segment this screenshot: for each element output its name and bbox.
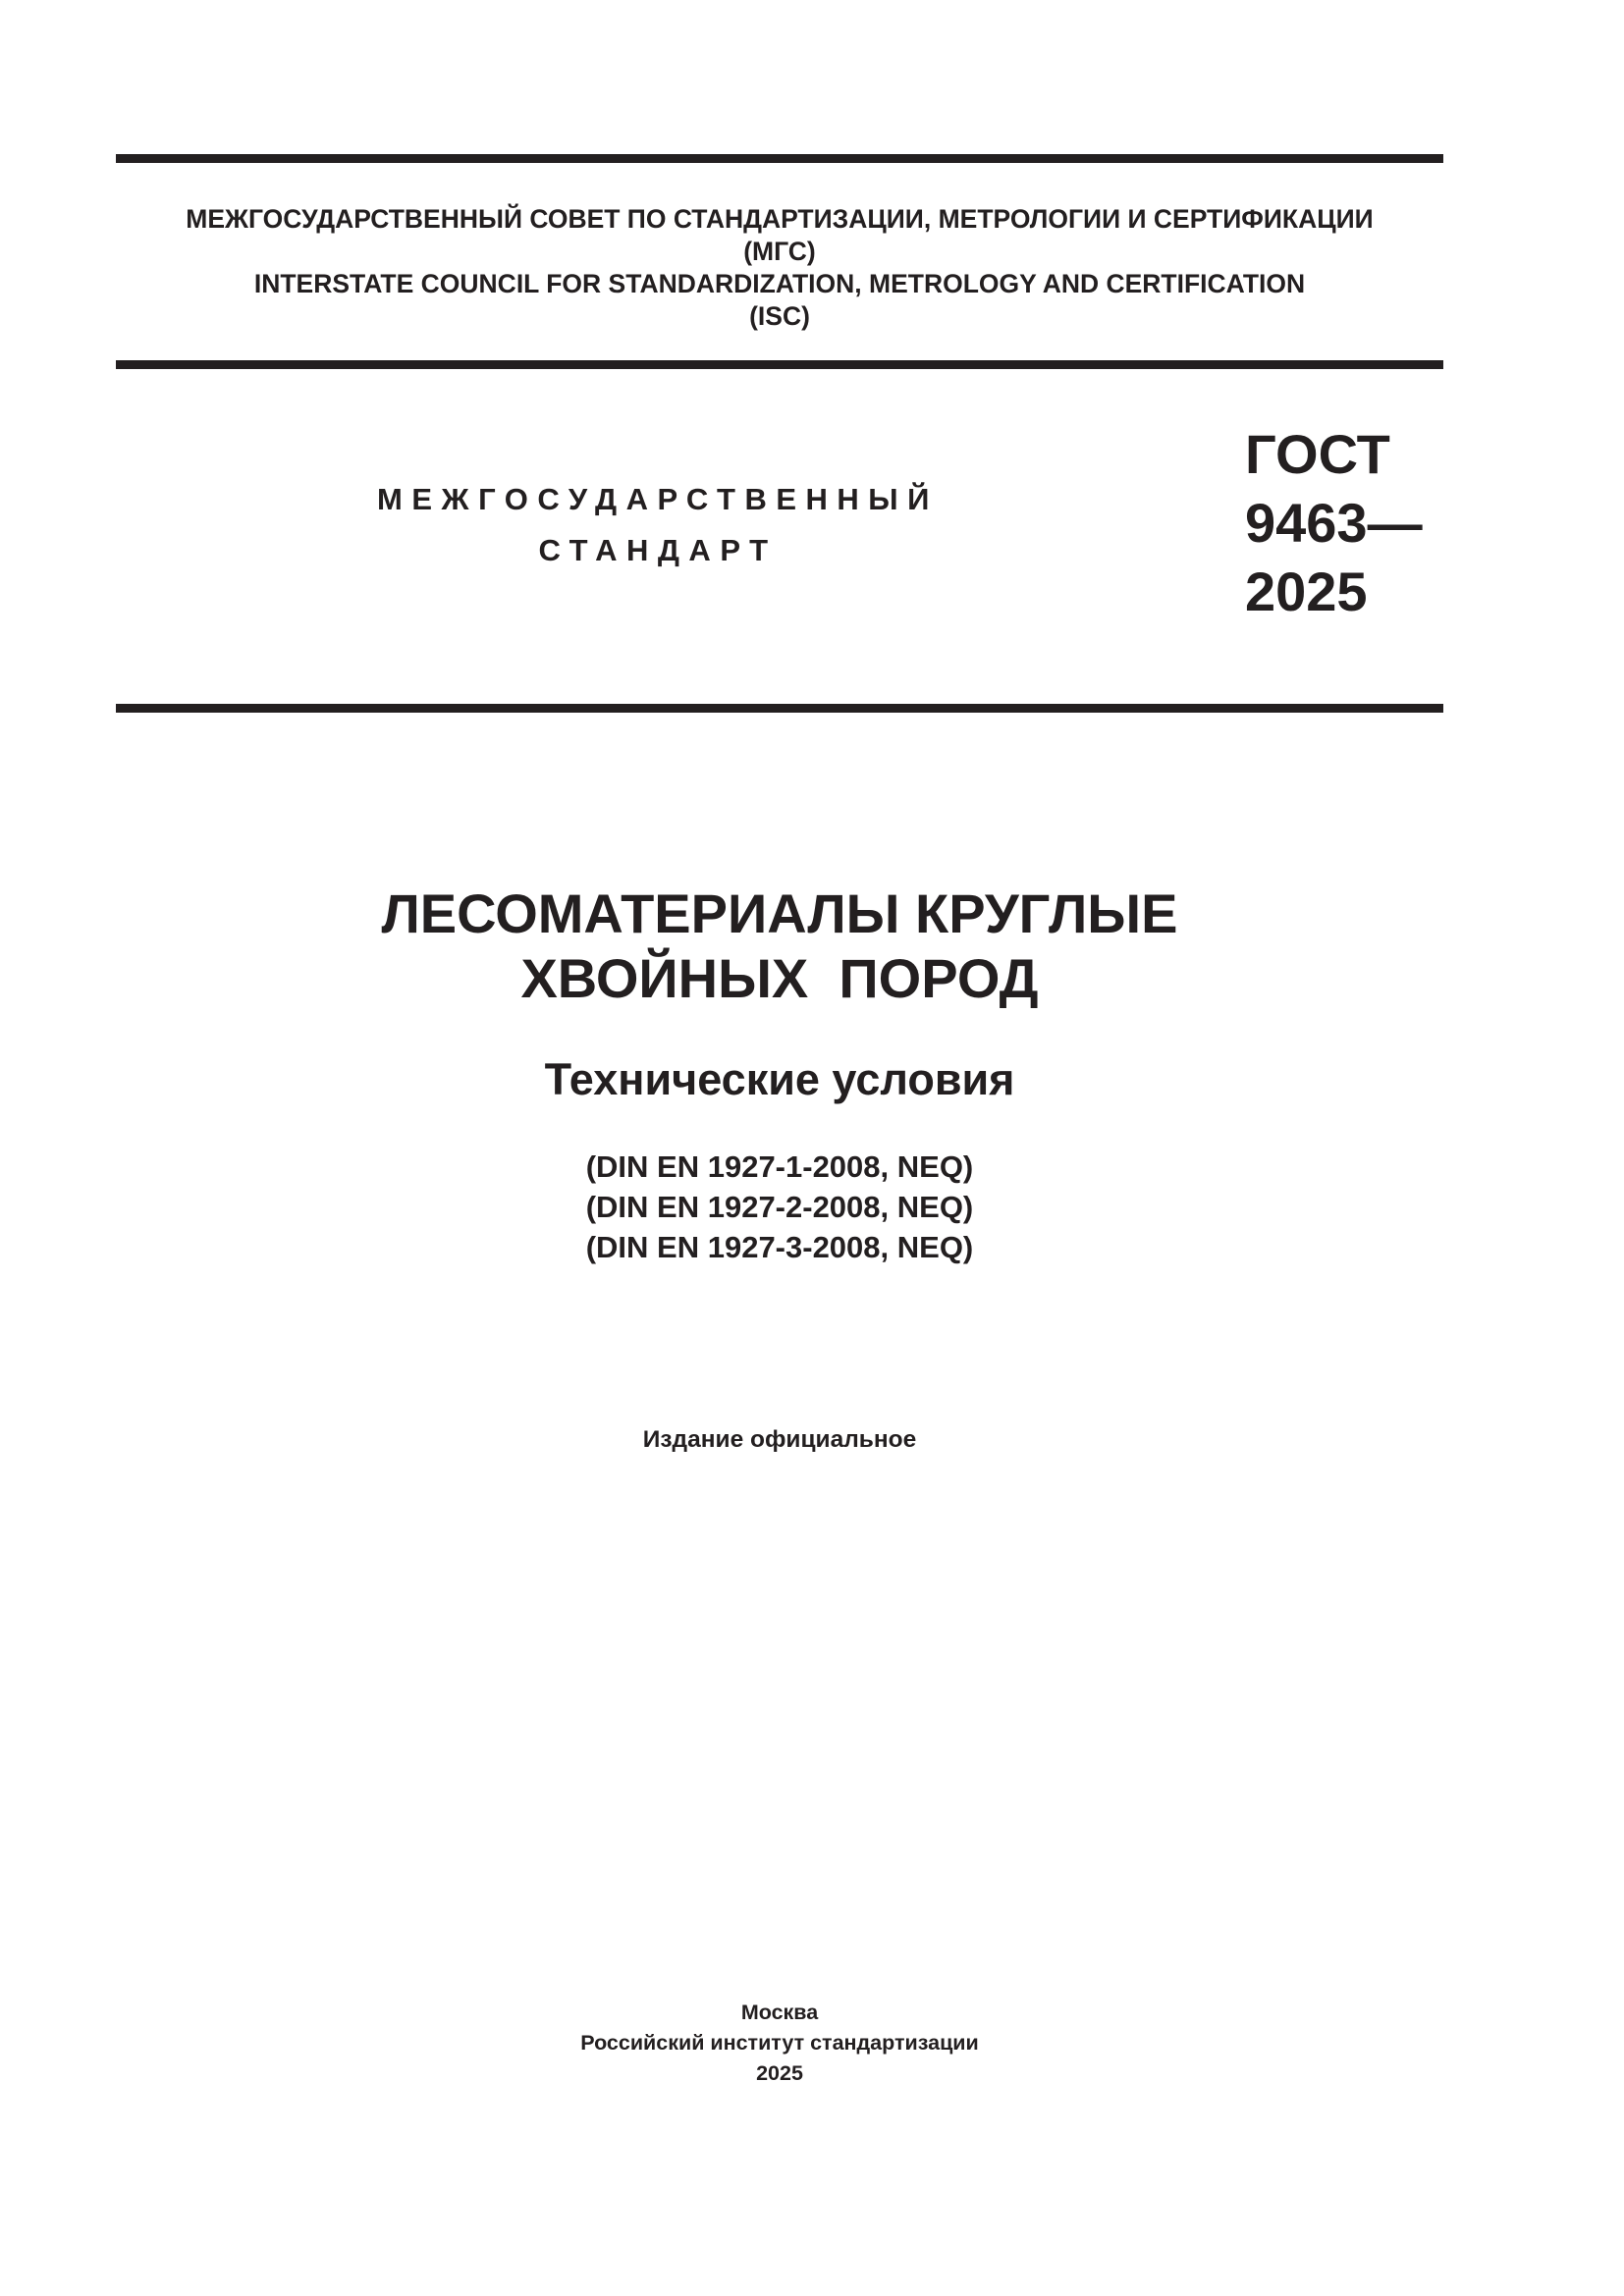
designation-year: 2025 bbox=[1245, 561, 1368, 622]
council-header bbox=[116, 203, 1443, 333]
council-name-en: INTERSTATE COUNCIL FOR STANDARDIZATION, METROLOGY AND CERTIFICATION bbox=[253, 269, 1306, 298]
edition-note: Издание официальное bbox=[642, 1426, 917, 1453]
imprint-publisher: Российский институт стандартизации bbox=[580, 2031, 979, 2055]
standard-kind bbox=[324, 474, 992, 576]
council-abbr-en: (ISC) bbox=[749, 301, 810, 331]
imprint-year: 2025 bbox=[756, 2061, 803, 2085]
council-abbr-ru: (МГС) bbox=[743, 237, 816, 266]
standard-kind-line2: СТАНДАРТ bbox=[538, 533, 778, 567]
designation-prefix: ГОСТ bbox=[1245, 423, 1390, 485]
document-subtitle: Технические условия bbox=[544, 1054, 1015, 1104]
document-title bbox=[116, 881, 1443, 1011]
standard-designation bbox=[1245, 420, 1423, 626]
standard-kind-line1: МЕЖГОСУДАРСТВЕННЫЙ bbox=[377, 482, 939, 516]
reference-item: (DIN EN 1927-2-2008, NEQ) bbox=[585, 1190, 974, 1224]
designation-divider-rule bbox=[116, 704, 1443, 713]
publisher-imprint bbox=[116, 1998, 1443, 2089]
header-divider-rule bbox=[116, 360, 1443, 369]
reference-item: (DIN EN 1927-1-2008, NEQ) bbox=[585, 1149, 974, 1184]
council-name-ru: МЕЖГОСУДАРСТВЕННЫЙ СОВЕТ ПО СТАНДАРТИЗАЦИИ, МЕТРОЛОГИИ И СЕРТИФИКАЦИИ bbox=[186, 204, 1374, 234]
imprint-city: Москва bbox=[740, 2001, 819, 2024]
reference-item: (DIN EN 1927-3-2008, NEQ) bbox=[585, 1230, 974, 1264]
top-divider-rule bbox=[116, 154, 1443, 163]
title-line2: ХВОЙНЫХ ПОРОД bbox=[520, 947, 1039, 1009]
designation-number: 9463— bbox=[1245, 492, 1423, 554]
reference-standards bbox=[116, 1147, 1443, 1267]
title-line1: ЛЕСОМАТЕРИАЛЫ КРУГЛЫЕ bbox=[381, 882, 1178, 944]
